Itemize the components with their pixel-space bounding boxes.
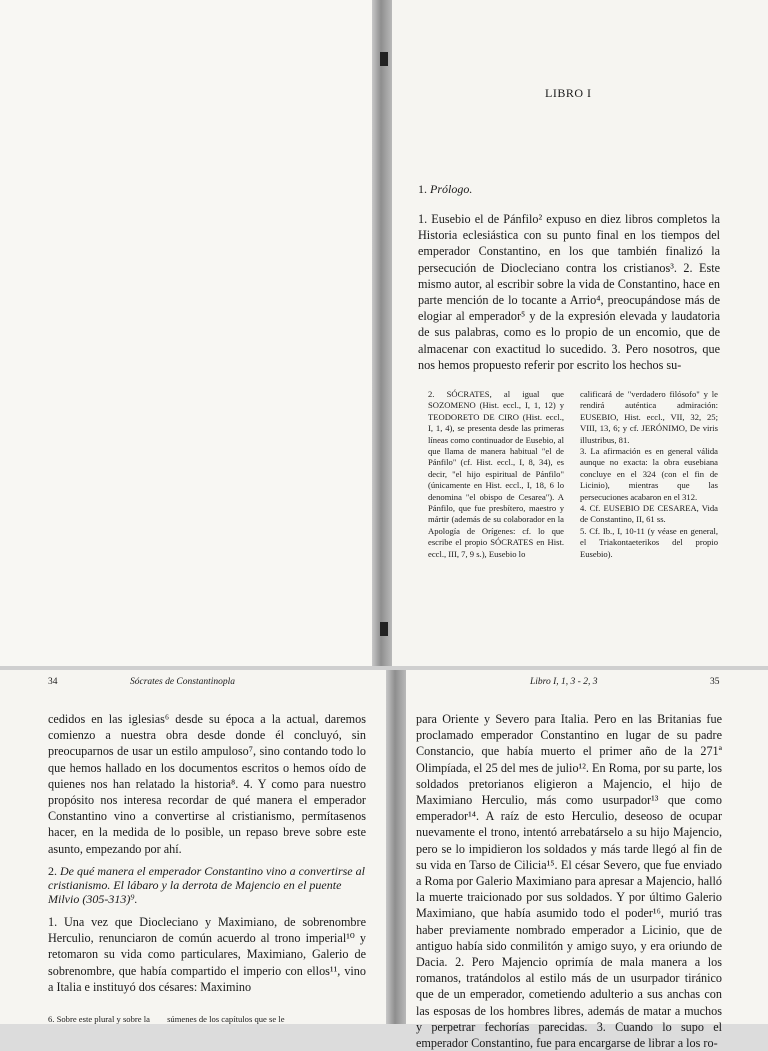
section-2-number: 2. [48, 864, 57, 878]
page-number-left: 34 [48, 677, 58, 687]
footnotes-column-1: 2. SÓCRATES, al igual que SOZOMENO (Hist. eccl., I, 1, 12) y TEODORETO DE CIRO (Hist. eccl., I, 1, 4), se presenta desde las primeras líneas como continuador de Eusebio, al que llama de manera habitual "el de Pánfilo" (cf. Hist. eccl., I, 8, 34), es decir, "el hijo espiritual de Pánfilo" (únicamente en Hist. eccl., I, 18, 6 lo denomina "el obispo de Cesarea"). A Pánfilo, que fue presbítero, maestro y mártir (además de su colaborador en la Apología de Orígenes: cf. lo que escribe el propio SÓCRATES en Hist. eccl., III, 7, 9 s.), Eusebio lo [428, 389, 564, 559]
footnote-left: 6. Sobre este plural y sobre la súmenes de los capítulos que se le [48, 1014, 285, 1024]
blank-left-page [0, 0, 378, 668]
section-number: 1. [418, 182, 427, 196]
prologue-paragraph: 1. Eusebio el de Pánfilo² expuso en diez libros completos la Historia eclesiástica con su punto final en los tiempos del emperador Constantino, en los que también finalizó la persecución de Diocleciano contra los cristianos³. 2. Este mismo autor, al escribir sobre la vida de Constantino, hace en parte mención de lo tocante a Arrio⁴, preocupándose más de elogiar al emperador⁵ y de la expresión elevada y laudatoria de sus palabras, como es lo propio de un encomio, que de almacenar con exactitud lo sucedido. 3. Pero nosotros, que nos hemos propuesto referir por escrito los hechos su- [418, 212, 720, 372]
section-2-title: De qué manera el emperador Constantino vino a convertirse al cristianismo. El lábaro y la derrota de Majencio en el puente Milvio (305-313)⁹. [48, 864, 365, 906]
right-page-paragraph: para Oriente y Severo para Italia. Pero en las Britanias fue proclamado emperador Constantino en lugar de su padre Constancio, que había muerto el primer año de la 271ª Olimpíada, el 25 del mes de julio¹². En Roma, por su parte, los soldados pretorianos eligieron a Majencio, el hijo de Maximiano Herculio, más como usurpador¹³ que como emperador¹⁴. A raíz de esto Herculio, deseoso de ocupar nuevamente el trono, intentó arrebatárselo a su hijo Majencio, pero se lo impidieron los soldados y más tarde llegó al fin de su vida en Tarso de Cilicia¹⁵. El césar Severo, que fue enviado a Roma por Galerio Maximiano para apresar a Majencio, halló la muerte traicionado por sus soldados. Y por último Galerio Maximiano, que había asumido todo el poder¹⁶, murió tras haber previamente nombrado emperador a Licinio, que de antiguo había sido conmilitón y amigo suyo, y era oriundo de Dacia. 2. Pero Majencio oprimía de mala manera a los romanos, tratándolos al estilo más de un usurpador tiránico que de un emperador, cometiendo adulterio a sus anchas con las esposas de los hombres libres, además de matar a muchos y perpetrar fechorías parecidas. 3. Cuando lo supo el emperador Constantino, fue para encargarse de librar a los ro- [416, 712, 722, 1051]
gutter-mark [380, 622, 388, 636]
footnotes-column-2: calificará de "verdadero filósofo" y le rendirá auténtica admiración: EUSEBIO, Hist. eccl., VII, 32, 25; VIII, 13, 6; y cf. JERÓNIMO, De viris illustribus, 81. 3. La afirmación es en general válida aunque no exacta: la obra eusebiana concluye en el 324 (con el fin de Licinio), mientras que las persecuciones acabaron en el 312. 4. Cf. EUSEBIO DE CESAREA, Vida de Constantino, II, 61 ss. 5. Cf. Ib., I, 10-11 (y véase en general, el Triakontaeterikos del propio Eusebio). [580, 389, 718, 559]
gutter-mark [380, 52, 388, 66]
running-head-right: Libro I, 1, 3 - 2, 3 [530, 677, 598, 687]
section-heading [418, 182, 472, 196]
running-head-left: Sócrates de Constantinopla [130, 677, 236, 687]
chapter-title: LIBRO I [545, 86, 592, 100]
book-gutter-bottom [386, 668, 406, 1024]
section-2-heading [48, 864, 366, 906]
page-number-right: 35 [710, 677, 720, 687]
book-gutter-top [372, 0, 392, 668]
continuation-paragraph: cedidos en las iglesias⁶ desde su época a la actual, daremos comienzo a nuestra obra desde donde él concluyó, sin preocuparnos de usar un estilo ampuloso⁷, sino contando todo lo que hemos hallado en los documentos escritos o hemos oído de quienes nos han relatado la historia⁸. 4. Y como para nuestro propósito nos interesa recordar de qué manera el emperador Constantino vino a convertirse al cristianismo, permítasenos hacer, en la medida de lo posible, un repaso breve sobre este asunto, empezando por ahí. [48, 712, 366, 856]
section-title: Prólogo. [430, 182, 473, 196]
scan-divider [0, 666, 768, 670]
section-2-paragraph: 1. Una vez que Diocleciano y Maximiano, de sobrenombre Herculio, renunciaron de común acuerdo al trono imperial¹⁰ y retomaron su vida como particulares, Maximiano, Galerio de sobrenombre, que había compartido el imperio con ellos¹¹, vino a Italia e instituyó dos césares: Maximino [48, 915, 366, 994]
